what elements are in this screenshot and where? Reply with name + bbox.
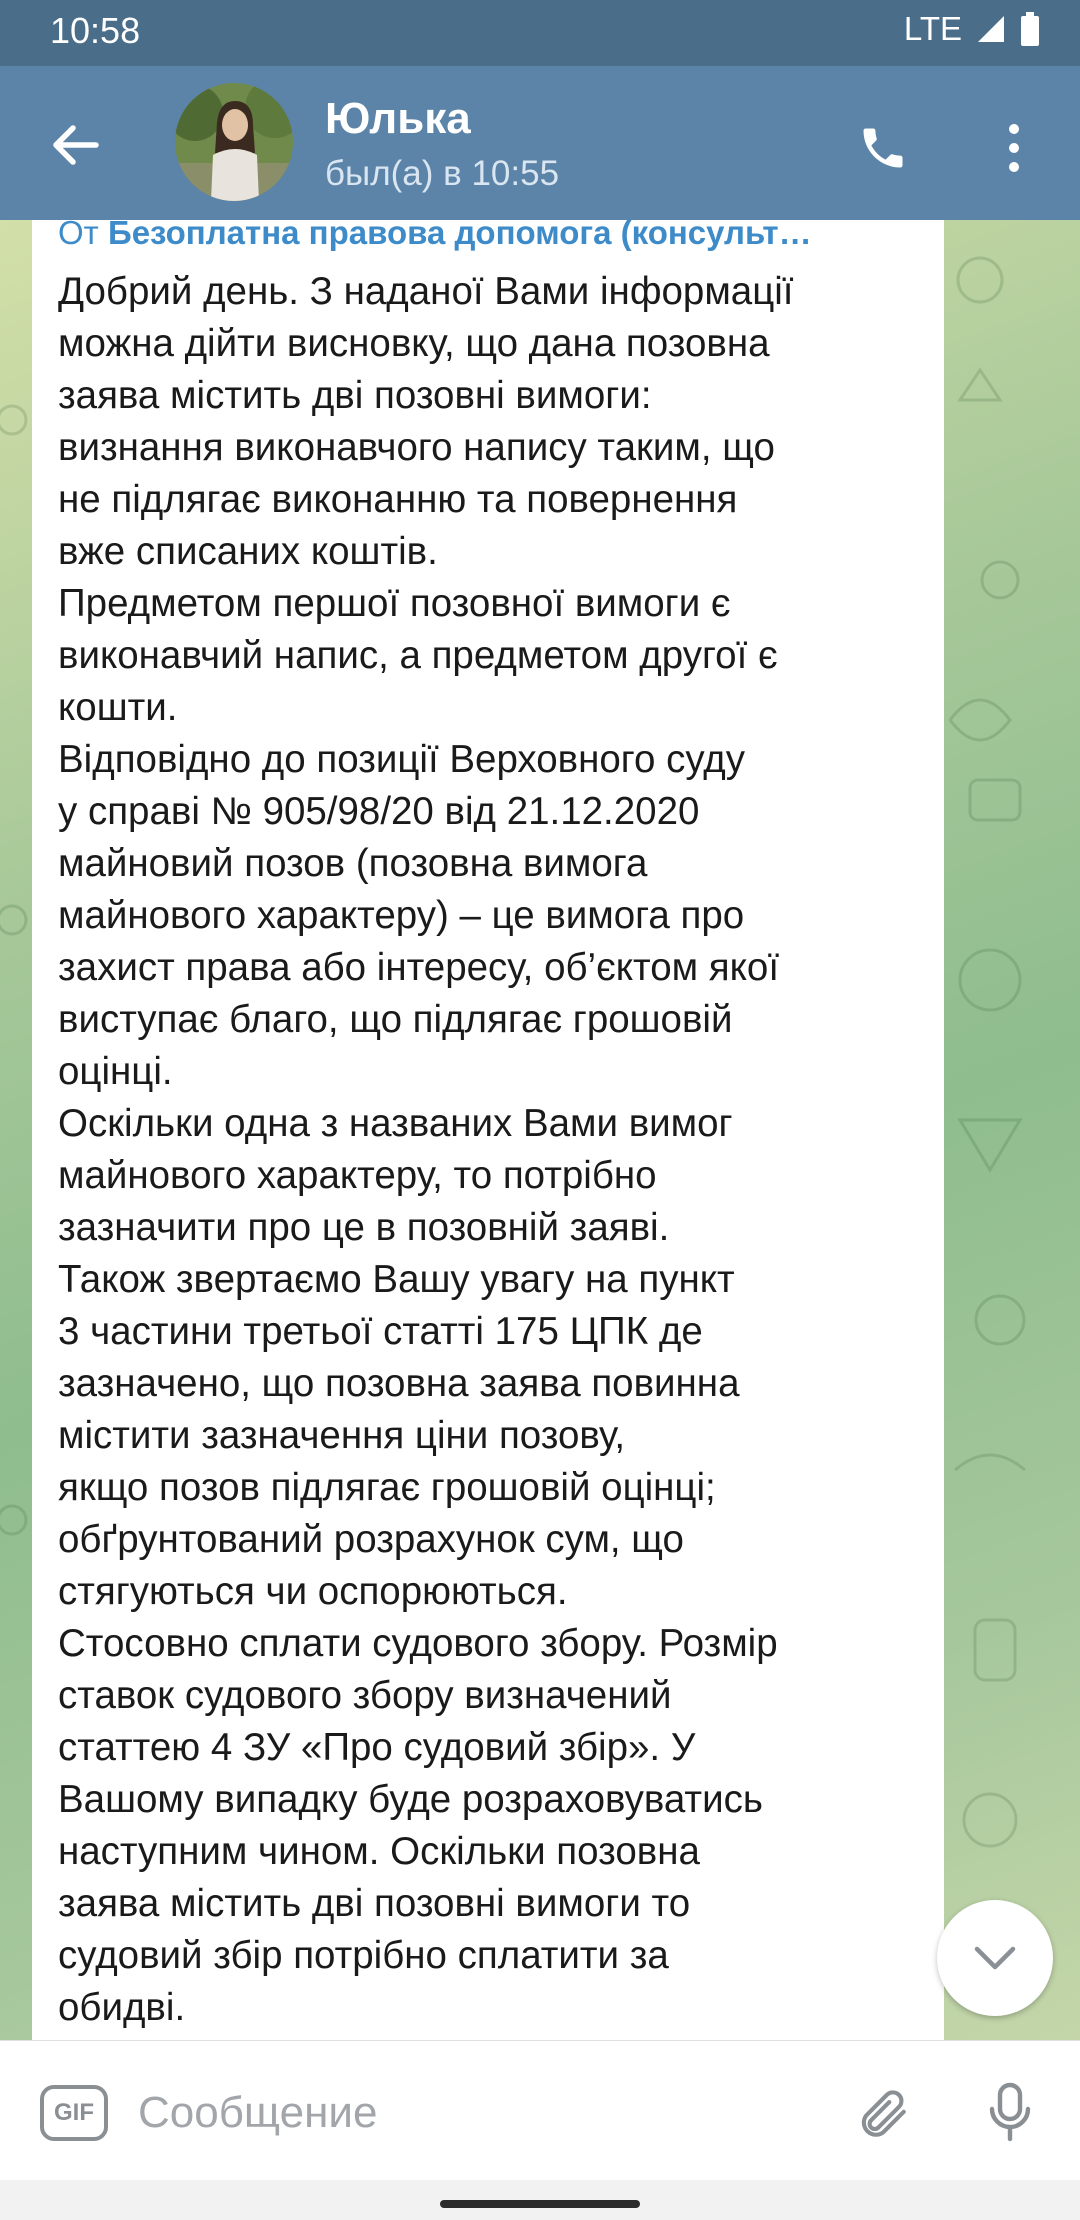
message-text: Добрий день. З наданої Вами інформації можна дійти висновку, що дана позовна заява містить дві позовні вимоги: визнання виконавчого напису таким, що не підлягає виконанню та повернення вже списаних коштів. Предметом першої позовної вимоги є виконавчий напис, а предметом другої є кошти. Відповідно до позиції Верховного суду у справі № 905/98/20 від 21.12.2020 майновий позов (позовна вимога майнового характеру) – це вимога про захист права або інтересу, об’єктом якої виступає благо, що підлягає грошовій оцінці. Оскільки одна з названих Вами вимог майнового характеру, то потрібно зазначити про це в позовній заяві. Також звертаємо Вашу увагу на пункт 3 частини третьої статті 175 ЦПК де зазначено, що позовна заява повинна містити зазначення ціни позову, якщо позов підлягає грошовій оцінці; обґрунтований розрахунок сум, що стягуються чи оспорюються. Стосовно сплати судового збору. Розмір ставок судового збору визначений статтею 4 ЗУ «Про судовий збір». У Вашому випадку буде розраховуватись наступним чином. Оскільки позовна заява містить дві позовні вимоги то судовий збір потрібно сплатити за обидві. xyxy=(58,270,794,2029)
forwarded-from[interactable] xyxy=(58,220,938,252)
phone-icon xyxy=(857,122,909,174)
status-bar xyxy=(0,0,1080,66)
message-input[interactable] xyxy=(138,2081,818,2145)
gif-button[interactable]: GIF xyxy=(40,2085,108,2141)
network-type: LTE xyxy=(903,10,962,47)
forward-source[interactable]: Безоплатна правова допомога (консульт… xyxy=(107,220,812,251)
arrow-left-icon xyxy=(51,125,99,165)
signal-icon xyxy=(976,14,1006,44)
call-button[interactable] xyxy=(845,110,921,186)
avatar[interactable] xyxy=(175,83,293,201)
scroll-down-button[interactable] xyxy=(937,1900,1053,2016)
more-menu-button[interactable] xyxy=(990,110,1038,186)
home-gesture-handle[interactable] xyxy=(440,2200,640,2208)
last-seen-status: был(а) в 10:55 xyxy=(325,154,560,193)
chat-header xyxy=(0,66,1080,220)
more-vertical-icon xyxy=(1009,124,1019,134)
battery-icon xyxy=(1020,12,1040,46)
system-nav-bar xyxy=(0,2180,1080,2220)
voice-button[interactable] xyxy=(978,2077,1042,2149)
status-indicators xyxy=(904,10,1040,48)
attach-button[interactable] xyxy=(850,2081,914,2145)
avatar-photo xyxy=(175,83,293,201)
forward-prefix: От xyxy=(58,220,99,251)
status-time: 10:58 xyxy=(50,10,141,51)
chat-title[interactable]: Юлька xyxy=(325,94,471,143)
message-bubble[interactable] xyxy=(32,220,944,2040)
message-input-bar xyxy=(0,2040,1080,2180)
back-button[interactable] xyxy=(40,110,110,180)
chevron-down-icon xyxy=(971,1943,1019,1973)
paperclip-icon xyxy=(853,2084,911,2142)
chat-area[interactable] xyxy=(0,220,1080,2040)
microphone-icon xyxy=(986,2081,1034,2145)
